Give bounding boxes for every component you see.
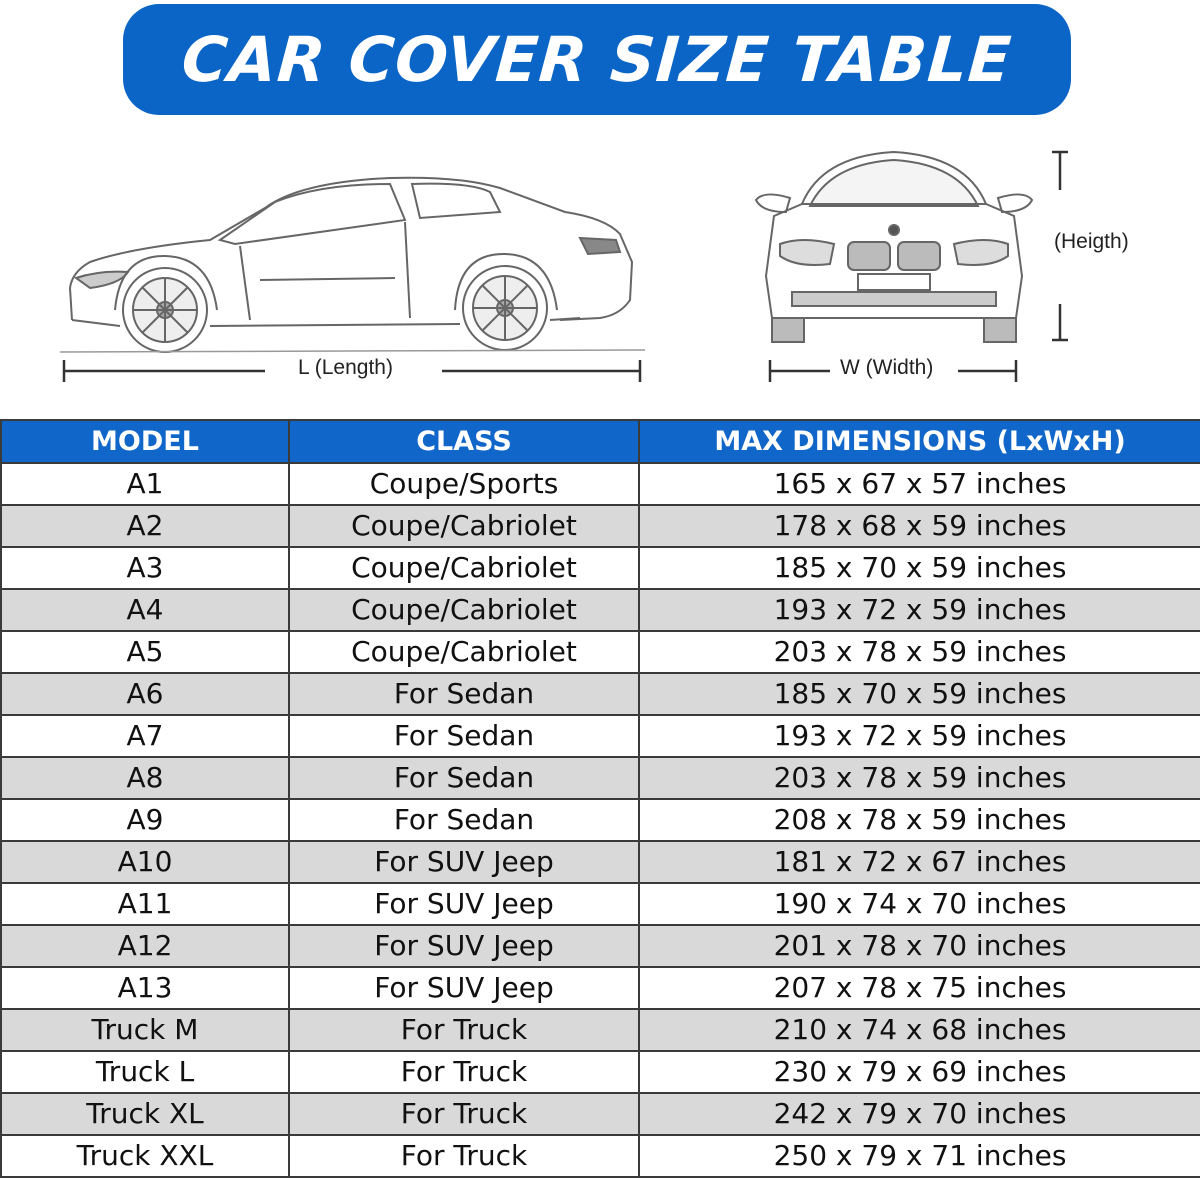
title-banner bbox=[123, 4, 1071, 115]
cell-model: A2 bbox=[1, 505, 289, 547]
cell-class: Coupe/Sports bbox=[289, 463, 639, 505]
cell-dimensions: 185 x 70 x 59 inches bbox=[639, 547, 1200, 589]
cell-model: A6 bbox=[1, 673, 289, 715]
car-front-view-illustration bbox=[752, 146, 1036, 346]
cell-class: For Truck bbox=[289, 1051, 639, 1093]
cell-class: For SUV Jeep bbox=[289, 967, 639, 1009]
cell-dimensions: 185 x 70 x 59 inches bbox=[639, 673, 1200, 715]
cell-class: For SUV Jeep bbox=[289, 925, 639, 967]
table-body bbox=[1, 463, 1200, 1177]
cell-dimensions: 193 x 72 x 59 inches bbox=[639, 589, 1200, 631]
length-label: L (Length) bbox=[298, 356, 393, 379]
table-row bbox=[1, 1135, 1200, 1177]
cell-class: Coupe/Cabriolet bbox=[289, 631, 639, 673]
cell-dimensions: 181 x 72 x 67 inches bbox=[639, 841, 1200, 883]
table-row bbox=[1, 799, 1200, 841]
table-row bbox=[1, 547, 1200, 589]
cell-dimensions: 190 x 74 x 70 inches bbox=[639, 883, 1200, 925]
table-row bbox=[1, 841, 1200, 883]
table-row bbox=[1, 1051, 1200, 1093]
cell-model: A13 bbox=[1, 967, 289, 1009]
cell-model: Truck L bbox=[1, 1051, 289, 1093]
cell-class: Coupe/Cabriolet bbox=[289, 505, 639, 547]
size-table bbox=[0, 419, 1200, 1178]
cell-class: For Truck bbox=[289, 1135, 639, 1177]
cell-class: For Truck bbox=[289, 1093, 639, 1135]
width-label: W (Width) bbox=[840, 356, 934, 379]
table-row bbox=[1, 505, 1200, 547]
car-dimension-diagram bbox=[0, 130, 1200, 420]
table-row bbox=[1, 925, 1200, 967]
cell-model: A3 bbox=[1, 547, 289, 589]
cell-model: A11 bbox=[1, 883, 289, 925]
cell-class: Coupe/Cabriolet bbox=[289, 547, 639, 589]
cell-model: A8 bbox=[1, 757, 289, 799]
table-row bbox=[1, 1093, 1200, 1135]
cell-dimensions: 207 x 78 x 75 inches bbox=[639, 967, 1200, 1009]
cell-model: Truck XXL bbox=[1, 1135, 289, 1177]
cell-class: For SUV Jeep bbox=[289, 883, 639, 925]
table-row bbox=[1, 1009, 1200, 1051]
table-row bbox=[1, 463, 1200, 505]
cell-dimensions: 208 x 78 x 59 inches bbox=[639, 799, 1200, 841]
cell-dimensions: 193 x 72 x 59 inches bbox=[639, 715, 1200, 757]
cell-model: A9 bbox=[1, 799, 289, 841]
cell-model: Truck M bbox=[1, 1009, 289, 1051]
table-header-row bbox=[1, 420, 1200, 463]
header-model: MODEL bbox=[1, 420, 289, 463]
cell-class: Coupe/Cabriolet bbox=[289, 589, 639, 631]
cell-model: A10 bbox=[1, 841, 289, 883]
cell-dimensions: 210 x 74 x 68 inches bbox=[639, 1009, 1200, 1051]
table-row bbox=[1, 631, 1200, 673]
cell-class: For Sedan bbox=[289, 715, 639, 757]
table-row bbox=[1, 673, 1200, 715]
cell-model: Truck XL bbox=[1, 1093, 289, 1135]
cell-dimensions: 203 x 78 x 59 inches bbox=[639, 757, 1200, 799]
cell-class: For Sedan bbox=[289, 799, 639, 841]
table-row bbox=[1, 967, 1200, 1009]
cell-dimensions: 165 x 67 x 57 inches bbox=[639, 463, 1200, 505]
car-side-view-illustration bbox=[60, 160, 650, 360]
page-title: CAR COVER SIZE TABLE bbox=[179, 23, 1015, 96]
cell-dimensions: 250 x 79 x 71 inches bbox=[639, 1135, 1200, 1177]
cell-model: A1 bbox=[1, 463, 289, 505]
height-label: (Heigth) bbox=[1054, 230, 1129, 253]
cell-dimensions: 230 x 79 x 69 inches bbox=[639, 1051, 1200, 1093]
header-max-dimensions: MAX DIMENSIONS (LxWxH) bbox=[639, 420, 1200, 463]
table-row bbox=[1, 883, 1200, 925]
cell-dimensions: 242 x 79 x 70 inches bbox=[639, 1093, 1200, 1135]
cell-model: A5 bbox=[1, 631, 289, 673]
cell-model: A12 bbox=[1, 925, 289, 967]
cell-class: For Truck bbox=[289, 1009, 639, 1051]
cell-model: A4 bbox=[1, 589, 289, 631]
cell-class: For SUV Jeep bbox=[289, 841, 639, 883]
cell-dimensions: 178 x 68 x 59 inches bbox=[639, 505, 1200, 547]
table-row bbox=[1, 757, 1200, 799]
header-class: CLASS bbox=[289, 420, 639, 463]
cell-dimensions: 203 x 78 x 59 inches bbox=[639, 631, 1200, 673]
cell-class: For Sedan bbox=[289, 757, 639, 799]
table-row bbox=[1, 589, 1200, 631]
cell-dimensions: 201 x 78 x 70 inches bbox=[639, 925, 1200, 967]
cell-model: A7 bbox=[1, 715, 289, 757]
cell-class: For Sedan bbox=[289, 673, 639, 715]
table-row bbox=[1, 715, 1200, 757]
